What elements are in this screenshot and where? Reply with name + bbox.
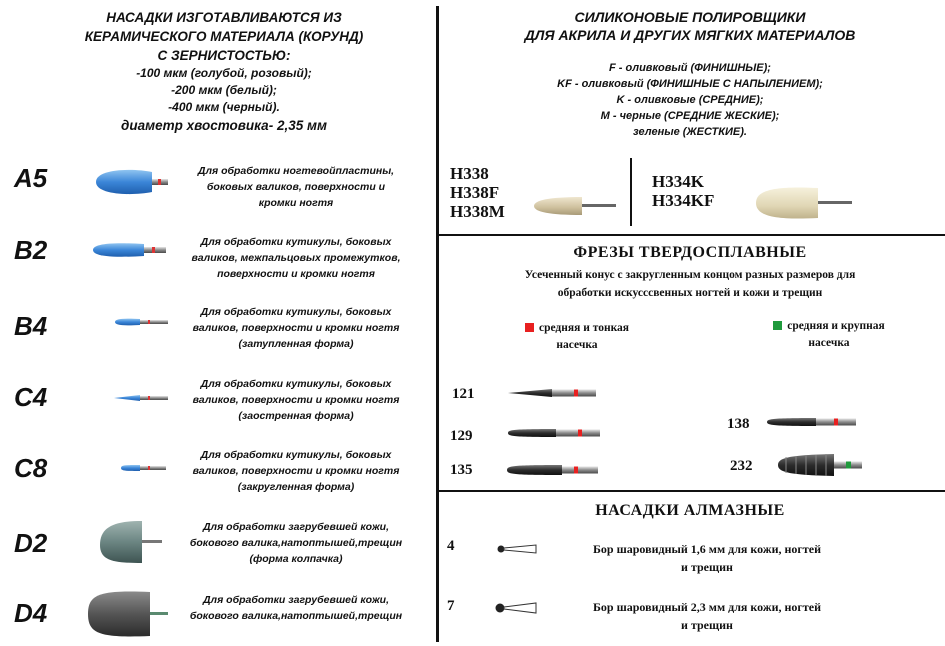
grit-line: -100 мкм (голубой, розовый); <box>136 66 312 80</box>
bur-232-image <box>774 452 866 478</box>
desc-line: валиков, поверхности и кромки ногтя <box>192 465 400 477</box>
code-d4: D4 <box>14 598 48 628</box>
desc-line: валиков, поверхности и кромки ногтя <box>192 394 400 406</box>
desc-b2 <box>176 234 416 282</box>
diamond-desc-line: и трещин <box>681 560 733 574</box>
silicone-type-line: KF - оливковый (ФИНИШНЫЕ С НАПЫЛЕНИЕМ); <box>557 78 823 90</box>
desc-c8 <box>176 447 416 495</box>
diamond-desc-line: и трещин <box>681 618 733 632</box>
bit-a5-image <box>92 165 182 199</box>
legend-green-text: средняя и крупная <box>787 320 885 332</box>
bit-b2-image <box>90 238 180 262</box>
diamond-bur-7-image <box>494 600 548 616</box>
divider-silicone-carbide <box>438 234 945 236</box>
desc-line: Для обработки загрубевшей кожи, <box>202 594 390 606</box>
diamond-desc-line: Бор шаровидный 1,6 мм для кожи, ногтей <box>593 542 821 556</box>
silicone-type-line: F - оливковый (ФИНИШНЫЕ); <box>609 62 771 74</box>
green-square-icon <box>773 321 782 330</box>
desc-c4 <box>176 376 416 424</box>
legend-red <box>502 320 652 354</box>
desc-line: (затупленная форма) <box>238 338 354 350</box>
desc-line: Для обработки кутикулы, боковых <box>200 449 392 461</box>
desc-line: бокового валика,натоптышей,трещин <box>189 537 403 549</box>
silicone-title-line: ДЛЯ АКРИЛА И ДРУГИХ МЯГКИХ МАТЕРИАЛОВ <box>524 27 856 43</box>
divider-carbide-diamond <box>438 490 945 492</box>
code-b2: B2 <box>14 235 48 265</box>
ceramic-title-block <box>18 8 430 135</box>
product-code: H338 <box>450 164 489 183</box>
bur-number-135: 135 <box>450 462 473 478</box>
ceramic-title-line: С ЗЕРНИСТОСТЬЮ: <box>157 48 291 63</box>
silicone-title <box>440 8 940 44</box>
bur-number-138: 138 <box>727 416 750 432</box>
bur-138-image <box>764 415 864 429</box>
desc-line: кромки ногтя <box>258 197 334 209</box>
diamond-number-7: 7 <box>447 598 455 614</box>
desc-line: Для обработки кутикулы, боковых <box>200 236 392 248</box>
silicone-type-line: зеленые (ЖЕСТКИЕ). <box>633 126 747 138</box>
code-c4: C4 <box>14 382 48 412</box>
desc-line: (заостренная форма) <box>238 410 354 422</box>
grit-line: -200 мкм (белый); <box>171 83 277 97</box>
legend-red-text: насечка <box>556 339 598 351</box>
code-d2: D2 <box>14 528 48 558</box>
vertical-divider <box>436 6 439 642</box>
product-code: H334KF <box>652 191 715 210</box>
red-square-icon <box>525 323 534 332</box>
desc-b4 <box>176 304 416 352</box>
ceramic-title-line: КЕРАМИЧЕСКОГО МАТЕРИАЛА (КОРУНД) <box>84 29 364 44</box>
desc-line: (форма колпачка) <box>249 553 343 565</box>
silicone-types <box>440 60 940 140</box>
desc-line: (закругленная форма) <box>237 481 355 493</box>
desc-line: боковых валиков, поверхности и <box>206 181 386 193</box>
silicone-inner-divider <box>630 158 632 226</box>
diamond-number-4: 4 <box>447 538 455 554</box>
carbide-title: ФРЕЗЫ ТВЕРДОСПЛАВНЫЕ <box>573 244 807 261</box>
diamond-bur-4-image <box>496 542 548 556</box>
desc-line: бокового валика,натоптышей,трещин <box>189 610 403 622</box>
legend-red-text: средняя и тонкая <box>538 322 629 334</box>
diamond-desc-4 <box>548 540 866 576</box>
silicone-title-line: СИЛИКОНОВЫЕ ПОЛИРОВЩИКИ <box>574 9 806 25</box>
silicone-codes-a <box>450 164 505 221</box>
diamond-desc-7 <box>548 598 866 634</box>
desc-line: Для обработки кутикулы, боковых <box>200 306 392 318</box>
desc-line: Для обработки кутикулы, боковых <box>200 378 392 390</box>
bit-c8-image <box>118 461 182 475</box>
desc-line: валиков, поверхности и кромки ногтя <box>192 322 400 334</box>
code-c8: C8 <box>14 453 48 483</box>
desc-line: валиков, межпальцовых промежутков, <box>191 252 401 264</box>
grit-line: -400 мкм (черный). <box>168 100 280 114</box>
silicone-type-line: K - оливковые (СРЕДНИЕ); <box>616 94 764 106</box>
silicone-type-line: M - черные (СРЕДНИЕ ЖЕСКИЕ); <box>600 110 780 122</box>
bur-135-image <box>504 462 604 478</box>
code-b4: B4 <box>14 311 48 341</box>
legend-green-text: насечка <box>808 337 850 349</box>
silicone-codes-b <box>652 172 714 210</box>
code-a5: A5 <box>14 163 48 193</box>
carbide-subtitle-line: обработки искусссвенных ногтей и кожи и трещин <box>557 287 823 299</box>
bur-129-image <box>506 426 606 440</box>
bur-number-121: 121 <box>452 386 475 402</box>
desc-line: Для обработки ногтевойпластины, <box>197 165 395 177</box>
carbide-subtitle-line: Усеченный конус с закругленным концом разных размеров для <box>524 269 856 281</box>
diamond-desc-line: Бор шаровидный 2,3 мм для кожи, ногтей <box>593 600 821 614</box>
polisher-h338-image <box>530 192 620 220</box>
bur-number-232: 232 <box>730 458 753 474</box>
shank-diameter: диаметр хвостовика- 2,35 мм <box>121 118 327 133</box>
desc-d2 <box>176 519 416 567</box>
bit-d4-image <box>82 586 174 640</box>
product-code: H338M <box>450 202 505 221</box>
desc-line: Для обработки загрубевшей кожи, <box>202 521 390 533</box>
desc-a5 <box>176 163 416 211</box>
carbide-subtitle <box>440 266 940 302</box>
bit-b4-image <box>112 314 182 330</box>
ceramic-title-line: НАСАДКИ ИЗГОТАВЛИВАЮТСЯ ИЗ <box>106 10 342 25</box>
bur-number-129: 129 <box>450 428 473 444</box>
desc-line: поверхности и кромки ногтя <box>217 268 375 280</box>
polisher-h334-image <box>752 183 856 223</box>
legend-green <box>744 318 914 352</box>
product-code: H338F <box>450 183 500 202</box>
bit-c4-image <box>112 391 182 405</box>
desc-d4 <box>176 592 416 624</box>
bit-d2-image <box>92 517 172 567</box>
bur-121-image <box>506 386 606 400</box>
diamond-title: НАСАДКИ АЛМАЗНЫЕ <box>595 502 785 519</box>
product-code: H334K <box>652 172 704 191</box>
